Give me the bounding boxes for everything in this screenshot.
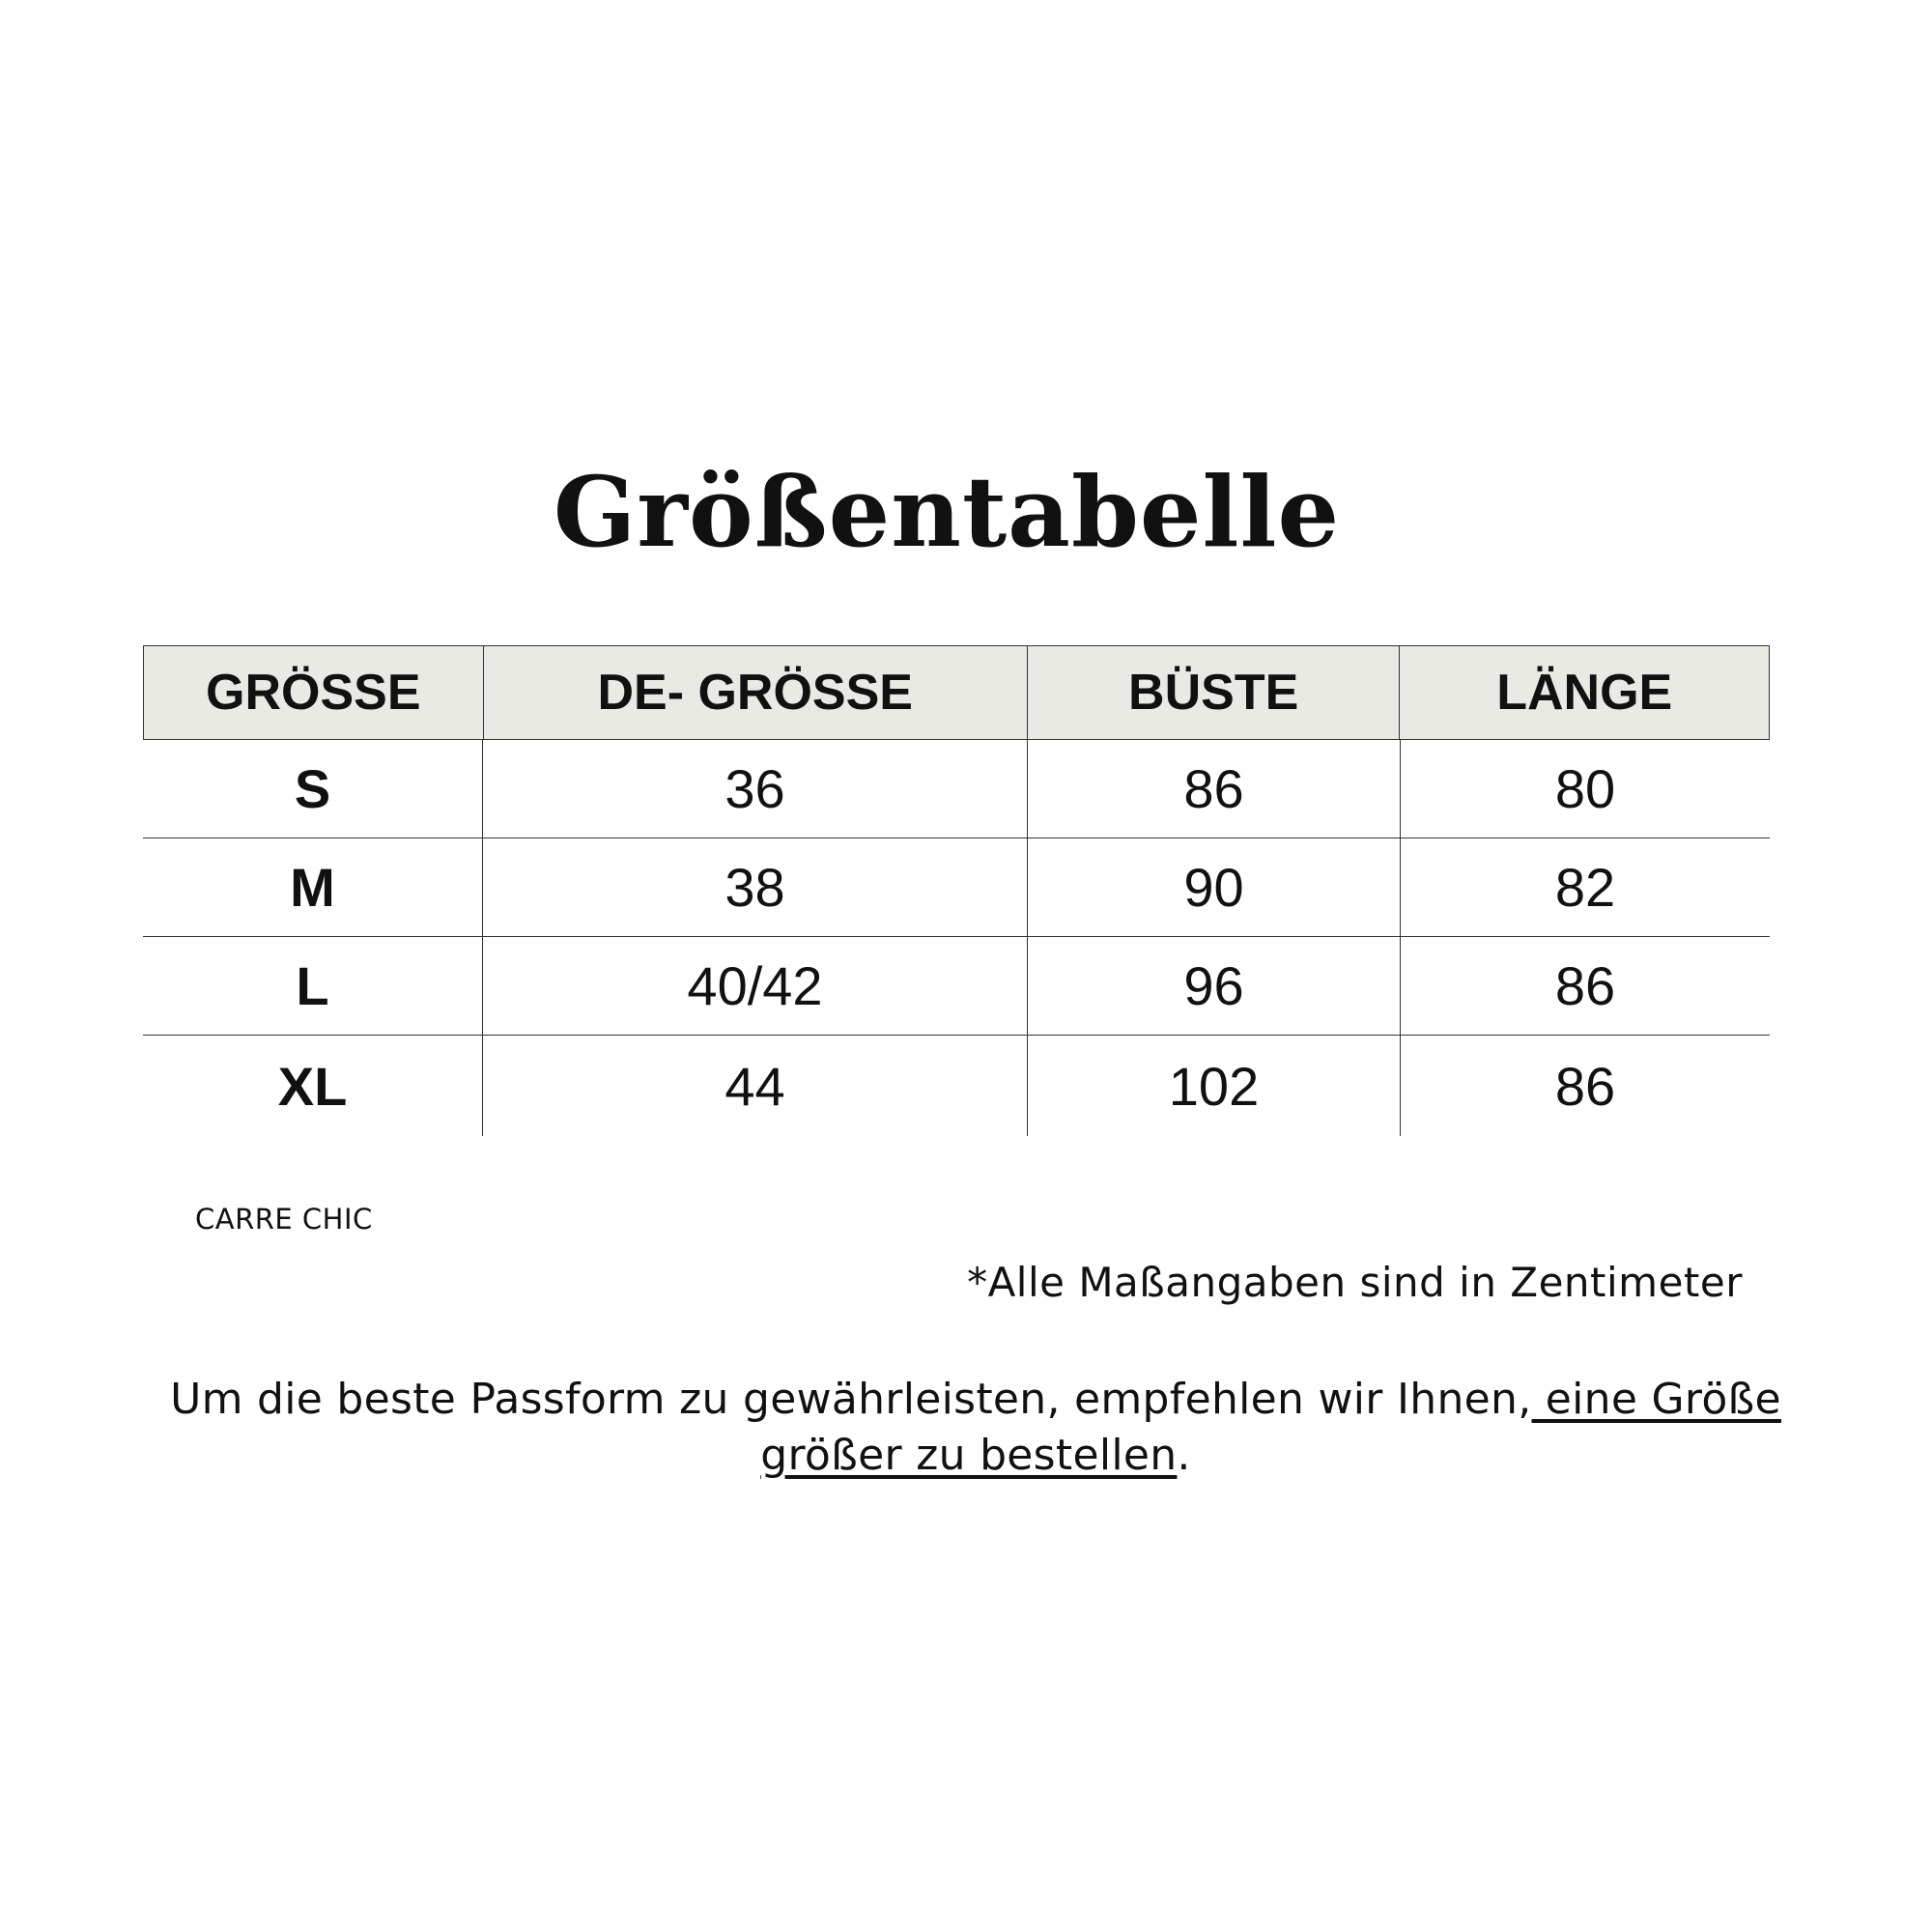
brand-name: CARRE CHIC <box>195 1203 373 1236</box>
cell-length: 86 <box>1400 1036 1770 1136</box>
table-row <box>143 1036 1770 1136</box>
header-size: GRÖSSE <box>206 665 421 721</box>
cell-de-size: 44 <box>482 1036 1027 1136</box>
table-row <box>143 740 1770 838</box>
cell-size: M <box>290 857 335 918</box>
cell-size: XL <box>277 1055 348 1117</box>
table-header-row <box>143 645 1770 740</box>
page-title: Größentabelle <box>553 455 1341 569</box>
cell-de-size: 36 <box>482 740 1027 838</box>
cell-size: L <box>296 955 329 1016</box>
fit-advice <box>135 1372 1816 1484</box>
cell-length: 82 <box>1400 838 1770 936</box>
cell-bust: 96 <box>1027 937 1400 1035</box>
cell-size: S <box>294 758 331 819</box>
fit-advice-text: Um die beste Passform zu gewährleisten, empfehlen wir Ihnen, <box>170 1375 1532 1424</box>
cell-bust: 90 <box>1027 838 1400 936</box>
header-de-size: DE- GRÖSSE <box>483 646 1027 739</box>
size-table <box>143 645 1770 1136</box>
header-length: LÄNGE <box>1399 646 1769 739</box>
table-row <box>143 937 1770 1036</box>
cell-length: 86 <box>1400 937 1770 1035</box>
measurement-note: *Alle Maßangaben sind in Zentimeter <box>967 1259 1743 1306</box>
cell-de-size: 38 <box>482 838 1027 936</box>
header-bust: BÜSTE <box>1027 646 1400 739</box>
cell-bust: 102 <box>1027 1036 1400 1136</box>
table-row <box>143 838 1770 937</box>
cell-length: 80 <box>1400 740 1770 838</box>
fit-advice-end: . <box>1177 1431 1191 1480</box>
cell-bust: 86 <box>1027 740 1400 838</box>
fit-advice-emphasis: eine Größe größer zu bestellen <box>760 1375 1781 1480</box>
cell-de-size: 40/42 <box>482 937 1027 1035</box>
